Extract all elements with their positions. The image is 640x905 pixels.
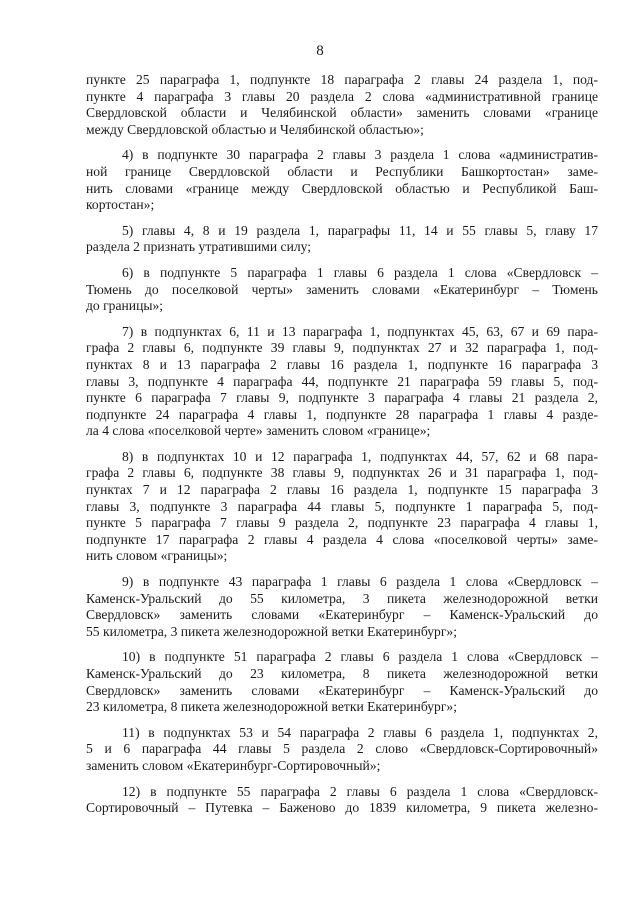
- paragraph: [86, 725, 598, 775]
- paragraph-line: 11) в подпунктах 53 и 54 параграфа 2 главы 6 раздела 1, подпунктах 2,: [122, 724, 598, 740]
- paragraph-line: до границы»;: [86, 298, 164, 314]
- paragraph-line: 4) в подпункте 30 параграфа 2 главы 3 раздела 1 слова «административ-: [122, 147, 598, 163]
- paragraph: [86, 147, 598, 213]
- paragraph: [86, 449, 598, 565]
- paragraph-line: пунктах 8 и 13 параграфа 2 главы 16 раздела 1, подпункте 16 параграфа 3: [86, 356, 598, 372]
- paragraph-line: пункте 25 параграфа 1, подпункте 18 параграфа 2 главы 24 раздела 1, под-: [86, 72, 598, 87]
- paragraph: [86, 72, 598, 138]
- paragraph-line: 6) в подпункте 5 параграфа 1 главы 6 раздела 1 слова «Свердловск –: [122, 264, 598, 280]
- paragraph: [86, 223, 598, 256]
- paragraph-line: Тюмень до поселковой черты» заменить словами «Екатеринбург – Тюмень: [86, 281, 598, 297]
- paragraph-line: между Свердловской областью и Челябинской областью»;: [86, 121, 424, 137]
- paragraph-line: 8) в подпунктах 10 и 12 параграфа 1, подпунктах 44, 57, 62 и 68 пара-: [122, 448, 598, 464]
- paragraph-line: 5 и 6 параграфа 44 главы 5 раздела 2 слово «Свердловск-Сортировочный»: [86, 741, 598, 757]
- page-number: 8: [316, 43, 324, 59]
- paragraph-line: 7) в подпунктах 6, 11 и 13 параграфа 1, подпунктах 45, 63, 67 и 69 пара-: [122, 323, 598, 339]
- paragraph-line: главы 3, подпункте 3 параграфа 44 главы 5, подпункте 1 параграфа 5, под-: [86, 498, 598, 514]
- paragraph-line: нить словом «границы»;: [86, 548, 228, 564]
- paragraph-line: 10) в подпункте 51 параграфа 2 главы 6 раздела 1 слова «Свердловск –: [122, 649, 598, 665]
- paragraph-line: Каменск-Уральский до 55 километра, 3 пикета железнодорожной ветки: [86, 590, 598, 606]
- paragraph-line: Каменск-Уральский до 23 километра, 8 пикета железнодорожной ветки: [86, 666, 598, 681]
- paragraph-line: 55 километра, 3 пикета железнодорожной ветки Екатеринбург»;: [86, 623, 457, 639]
- paragraph: [86, 324, 598, 440]
- paragraph-line: графа 2 главы 6, подпункте 39 главы 9, подпунктах 27 и 32 параграфа 1, под-: [86, 340, 598, 356]
- paragraph-line: 23 километра, 8 пикета железнодорожной ветки Екатеринбург»;: [86, 699, 457, 715]
- paragraph-line: графа 2 главы 6, подпункте 38 главы 9, подпунктах 26 и 31 параграфа 1, под-: [86, 465, 598, 481]
- paragraph-line: ной границе Свердловской области и Республики Башкортостан» заме-: [86, 163, 598, 179]
- paragraph-line: раздела 2 признать утратившими силу;: [86, 239, 312, 255]
- paragraph: [86, 784, 598, 817]
- paragraph-line: пункте 4 параграфа 3 главы 20 раздела 2 слова «административной границе: [86, 88, 598, 104]
- paragraph-line: заменить словом «Екатеринбург-Сортировочный»;: [86, 757, 381, 773]
- paragraph-line: 12) в подпункте 55 параграфа 2 главы 6 раздела 1 слова «Свердловск-: [122, 783, 598, 799]
- paragraph-line: подпункте 17 параграфа 2 главы 4 раздела 4 слова «поселковой черты» заме-: [86, 531, 598, 547]
- paragraph-line: главы 3, подпункте 4 параграфа 44, подпункте 21 параграфа 59 главы 5, под-: [86, 373, 598, 389]
- paragraph: [86, 649, 598, 715]
- paragraph-line: ла 4 слова «поселковой черте» заменить словом «границе»;: [86, 423, 431, 439]
- paragraph-line: Свердловск» заменить словами «Екатеринбург – Каменск-Уральский до: [86, 607, 598, 623]
- paragraph-line: Свердловск» заменить словами «Екатеринбург – Каменск-Уральский до: [86, 682, 598, 698]
- paragraph-line: нить словами «границе между Свердловской областью и Республикой Баш-: [86, 180, 598, 196]
- paragraph-line: пункте 6 параграфа 7 главы 9, подпункте 3 параграфа 4 главы 21 раздела 2,: [86, 390, 598, 406]
- paragraph: [86, 265, 598, 315]
- paragraph-line: кортостан»;: [86, 197, 155, 213]
- paragraph-line: пункте 5 параграфа 7 главы 9 раздела 2, подпункте 23 параграфа 4 главы 1,: [86, 515, 598, 531]
- paragraph: [86, 574, 598, 640]
- paragraph-line: подпункте 24 параграфа 4 главы 1, подпункте 28 параграфа 1 главы 4 разде-: [86, 406, 598, 422]
- paragraph-line: Свердловской области и Челябинской области» заменить словами «границе: [86, 105, 598, 121]
- paragraph-line: Сортировочный – Путевка – Баженово до 1839 километра, 9 пикета железно-: [86, 800, 598, 816]
- paragraph-line: 9) в подпункте 43 параграфа 1 главы 6 раздела 1 слова «Свердловск –: [122, 574, 598, 590]
- paragraph-line: 5) главы 4, 8 и 19 раздела 1, параграфы 11, 14 и 55 главы 5, главу 17: [122, 222, 598, 238]
- paragraph-line: пунктах 7 и 12 параграфа 2 главы 16 раздела 1, подпункте 15 параграфа 3: [86, 482, 598, 498]
- document-body: [86, 72, 598, 826]
